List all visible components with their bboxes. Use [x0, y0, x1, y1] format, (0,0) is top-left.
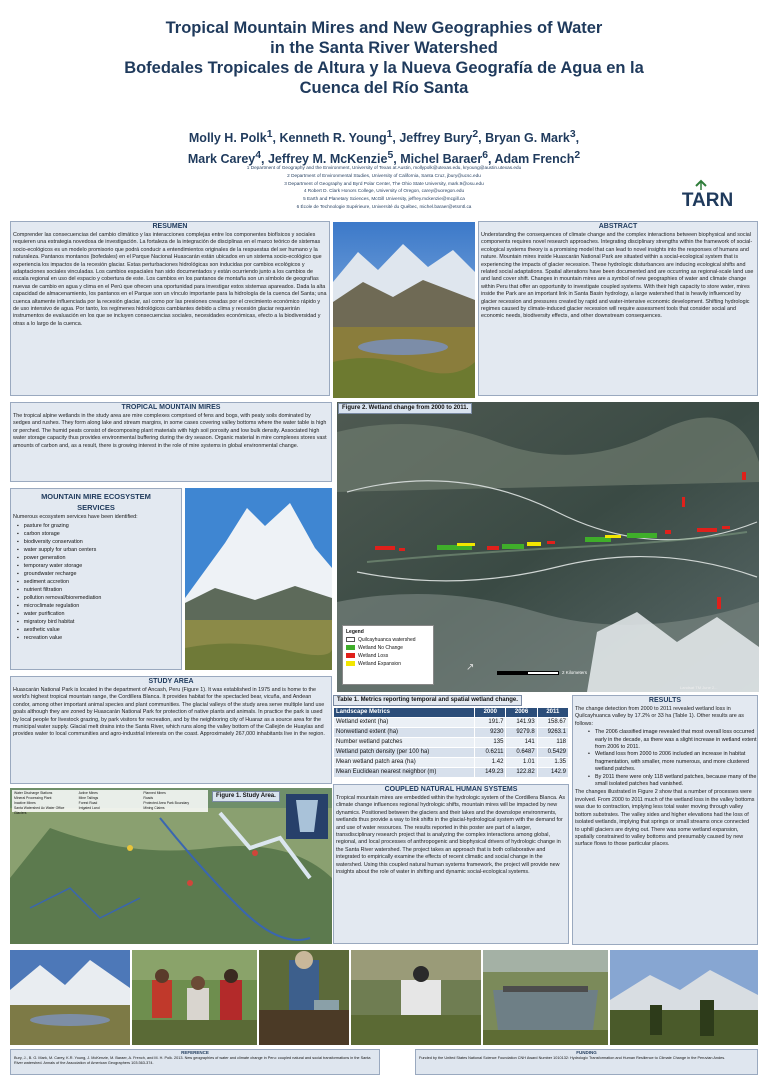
author: Molly H. Polk [188, 131, 267, 146]
resumen-text: Comprender las consecuencias del cambio climático y las interacciones complejas entre los componentes biofísicos y sociales requieren una estrategia novedosa de investigación. La fortaleza de la integración de disciplinas en el marco teórico de sistemas socio-ecológicos es un modelo promisorio que podrá conducir a entendimientos originales de la respuestas del ser humano y la naturaleza. Pantanos montanos (bofedales) en el Parque Nacional Huascarán están ubicados en un sistema socio-ecológico que experiencia los impactos de la recesión glaciar. Estas perturbaciones hidrológicas son inducidas por cambios ecológicos y adaptaciones sociales vinculadas. Los cambios espaciales han sido documentados y están ocurriendo junto a los cambios de escala regional en uso del espacio y cobertura de este. Los cambios en los pantanos de montaña son un símbolo de geografías nuevas de cambio en agua y clima en el Perú que ofrecen una oportunidad para investigar estos sistemas apareados. Dada la alta capacidad de almacenamiento, los pantanos en el Parque son un vínculo importante para la hidrología de la cuenca del Santa; una cuenca altamente influenciada por la recesión glaciar, así como por las presiones creadas por el crecimiento económico rápido y de uso intensivo de agua. Por tanto, los regímenes hidrológicos cambiantes debido a clima y recesión glaciar requerirán instrumentos de evaluación en los que se incluyen consecuencias sociales, necesidades económicas, efecto a la biodiversidad y otras a lo largo de la cuenca. [13, 232, 327, 327]
metric-value: 1.01 [506, 758, 537, 768]
map-legend-item: Inactive Mines [14, 801, 36, 805]
author-sup: 1 [266, 129, 273, 140]
study-area-heading: STUDY AREA [148, 678, 194, 685]
col-header: Landscape Metrics [334, 708, 475, 718]
metric-name: Nonwetland extent (ha) [334, 728, 475, 738]
map-legend-item: Santa Watershed Ac Water Office [14, 806, 65, 810]
title-line-4: Cuenca del Río Santa [299, 79, 469, 97]
affiliation: 2 Department of Environmental Studies, University of California, Santa Cruz, jbury@ucsc.edu [287, 172, 481, 178]
table1-caption: Table 1. Metrics reporting temporal and spatial wetland change. [333, 695, 522, 706]
poster-title [0, 18, 768, 98]
abstract-heading: ABSTRACT [598, 223, 638, 230]
metric-value: 135 [475, 738, 506, 748]
mountain-lake-photo [333, 222, 475, 398]
author-line-2: Mark Carey$^4$, Jeffrey M. McKenzie$^5$, Michel Baraer$^6$, Adam French$^2$ [187, 150, 581, 167]
map-legend-item: Forest Road [78, 801, 98, 805]
map-legend-item: Planned Mines [143, 791, 166, 795]
results-outro: The changes illustrated in Figure 2 show that a number of processes were involved. From 2000 to 2011 much of the wetland loss in the valley bottoms was due to contraction, implying less total water moving through valley bottom substrates. The valley sides and higher elevations had the loss of isolated wetlands, implying that springs or small streams once connected to uphill glaciers are drying out. There was some wetland expansion, spatially constrained to valley bottoms and presumably caused by new surface flows to those particular places. [575, 789, 755, 848]
resumen-panel [10, 221, 330, 396]
title-line-1: Tropical Mountain Mires and New Geographies of Water [165, 19, 603, 37]
metric-name: Wetland patch density (per 100 ha) [334, 748, 475, 758]
table-row [334, 728, 569, 738]
scale-label: 2 Kilometers [562, 670, 588, 675]
metric-value: 118 [537, 738, 568, 748]
resumen-heading: RESUMEN [152, 223, 188, 230]
legend-label: Wetland Expansion [358, 661, 401, 667]
coupled-panel [333, 784, 569, 944]
table-row [334, 768, 569, 778]
service-item: ▪ water purification [17, 610, 181, 618]
fieldwork-photo-5 [483, 950, 608, 1045]
affiliations [150, 164, 618, 211]
map-legend [12, 790, 208, 815]
metric-value: 0.6487 [506, 748, 537, 758]
result-bullet: • By 2011 there were only 118 wetland patches, because many of the small isolated patches had vanished. [595, 774, 757, 789]
tarn-logo [670, 178, 745, 214]
services-intro: Numerous ecosystem services have been identified: [13, 514, 138, 520]
metric-value: 158.67 [537, 718, 568, 728]
coupled-text: Tropical mountain mires are embedded within the hydrologic system of the Cordillera Blanca. As climate change influences regional hydrologic shifts, mountain mires will be impacted by new dynamics. Positioned between the glaciers and their lakes and the downslope environments, wetlands thus provide a way to link shifts in the glacial-hydrological system with the demand for and use of water resources. The results reported in this poster are part of a larger, transdisciplinary research project that is analyzing the complex interactions among global, regional, and local processes of anthropogenic and biophysical drivers of hydrologic change in the Santa River watershed. The project takes an approach that is both collaborative and integrated to empirically examine the effects of recent climatic and social change in the watershed. Using this coupled natural human systems framework, the project will provide new insights about the role of water in shifting and dynamic social-ecological systems. [336, 795, 566, 876]
service-item: ▪ water supply for urban centers [17, 546, 181, 554]
metric-value: 1.42 [475, 758, 506, 768]
result-bullet: • The 2006 classified image revealed that most overall loss occurred early in the decade, as there was a slight increase in wetland extent from 2006 to 2011. [595, 729, 757, 751]
map-legend-item: Protected Area Park Boundary [143, 801, 190, 805]
services-heading-line: MOUNTAIN MIRE ECOSYSTEM [41, 492, 151, 501]
table-row [334, 748, 569, 758]
col-header: 2000 [475, 708, 506, 718]
legend-label: Wetland No Change [358, 645, 403, 651]
metric-name: Mean wetland patch area (ha) [334, 758, 475, 768]
col-header: 2011 [537, 708, 568, 718]
legend-item [346, 652, 430, 660]
author: Bryan G. Mark [485, 131, 570, 146]
services-panel [10, 488, 182, 670]
metric-value: 141.93 [506, 718, 537, 728]
fieldwork-photo-1 [10, 950, 130, 1045]
service-item: ▪ carbon storage [17, 530, 181, 538]
huascaran-photo [185, 488, 332, 670]
metric-value: 0.5429 [537, 748, 568, 758]
results-bullets [573, 729, 757, 788]
legend-label: Wetland Loss [358, 653, 389, 659]
legend-swatch [346, 637, 355, 642]
results-panel [572, 695, 758, 945]
abstract-panel [478, 221, 758, 396]
legend-item [346, 644, 430, 652]
service-item: ▪ pasture for grazing [17, 522, 181, 530]
metric-name: Wetland extent (ha) [334, 718, 475, 728]
metric-value: 149.23 [475, 768, 506, 778]
legend-label: Quilcayhuanca watershed [358, 637, 416, 643]
title-line-3: Bofedales Tropicales de Altura y la Nueva Geografía de Agua en la [124, 59, 644, 77]
legend-swatch [346, 645, 355, 650]
legend-item [346, 660, 430, 668]
author-line-1: Molly H. Polk$^1$, Kenneth R. Young$^1$, Jeffrey Bury$^2$, Bryan G. Mark$^3$, [188, 129, 580, 146]
services-heading [11, 489, 181, 513]
fieldwork-photo-4 [351, 950, 481, 1045]
author-sup: 2 [472, 129, 479, 140]
figure2-legend [342, 625, 434, 685]
affiliation: 6 École de Technologie Supérieure, Université du Québec, michel.baraer@etsmtl.ca [296, 203, 472, 209]
table-row [334, 738, 569, 748]
image-credit: Landsat TM June 2... [680, 685, 718, 690]
fieldwork-photo-3 [259, 950, 349, 1045]
funding-panel [415, 1049, 758, 1075]
title-line-2: in the Santa River Watershed [270, 39, 498, 57]
metric-value: 142.9 [537, 768, 568, 778]
reference-panel [10, 1049, 380, 1075]
reference-heading: REFERENCE [181, 1050, 209, 1055]
service-item: ▪ power generation [17, 554, 181, 562]
table-row [334, 718, 569, 728]
figure1-caption: Figure 1. Study Area. [212, 791, 280, 802]
metric-value: 122.82 [506, 768, 537, 778]
abstract-text: Understanding the consequences of climate change and the complex interactions between biophysical and social components requires novel research approaches. Integrating disciplinary strengths within the framework of social-ecological systems theory is a promising model that can lead to novel insights into the responses of humans and nature. Mountain mires inside Huascarán National Park are situated within a social-ecological system that is experiencing the impacts of glacier recession. These hydrologic disturbances are inducing ecological shifts and related social adaptations. Spatial alterations have been documented and are occurring as regional-scale land use and land cover shift. Changes in mountain mires are a symbol of new geographies of water and climate change within Peru that offer an opportunity to investigate coupled systems. With their high capacity to store water, mires inside the Park are an important link in Santa Basin hydrology, a large watershed that is heavily influenced by glacier recession and pressures created by rapid and water-intensive economic development. Shifting hydrologic regimes caused by climate-induced glacier recession will require assessment tools that consider social and economic needs, biodiversity effects, and other downstream consequences. [481, 232, 754, 320]
affiliation: 5 Earth and Planetary Sciences, McGill University, jeffrey.mckenzie@mcgill.ca [303, 196, 465, 202]
mires-panel [10, 402, 332, 482]
author-sup: 6 [482, 150, 488, 162]
metric-value: 0.6211 [475, 748, 506, 758]
col-header: 2006 [506, 708, 537, 718]
legend-swatch [346, 653, 355, 658]
author: Jeffrey M. McKenzie [267, 152, 388, 167]
author-list [0, 126, 768, 168]
author: Michel Baraer [400, 152, 483, 167]
affiliation: 1 Department of Geography and the Environment, University of Texas at Austin, mollypolk@utexas.edu, kryoung@austin.utexas.edu [246, 165, 522, 170]
legend-swatch [346, 661, 355, 666]
study-area-panel [10, 676, 332, 784]
map-legend-item: Water Discharge Stations [14, 791, 53, 795]
author: Mark Carey [187, 152, 256, 167]
scale-bar [497, 671, 559, 675]
service-item: ▪ biodiversity conservation [17, 538, 181, 546]
metric-name: Number wetland patches [334, 738, 475, 748]
reference-text: Bury, J., B. G. Mark, M. Carey, K.R. Young, J. McKenzie, M. Baraer, A. French, and M. H. Polk. 2013. New geographies of water and climate change in Peru: coupled natural and social transformations in the Santa River watershed. Annals of the Association of American Geographers 103:363-374. [14, 1056, 371, 1065]
map-legend-item: Mining Claims [143, 806, 165, 810]
fieldwork-photo-2 [132, 950, 257, 1045]
metric-value: 1.35 [537, 758, 568, 768]
fieldwork-photo-6 [610, 950, 758, 1045]
results-intro: The change detection from 2000 to 2011 revealed wetland loss in Quilcayhuanca valley by 17.2% or 33 ha (Table 1). Other results are as follows: [575, 706, 744, 727]
service-item: ▪ temporary water storage [17, 562, 181, 570]
metric-value: 141 [506, 738, 537, 748]
table-row [334, 758, 569, 768]
map-legend-item: Mine Tailings [78, 796, 99, 800]
coupled-heading: COUPLED NATURAL HUMAN SYSTEMS [384, 786, 518, 793]
figure2-caption: Figure 2. Wetland change from 2000 to 2011. [338, 403, 472, 414]
service-item: ▪ sediment accretion [17, 578, 181, 586]
results-heading: RESULTS [648, 697, 682, 704]
map-legend-item: Glaciers [14, 811, 27, 815]
affiliation: 3 Department of Geography and Byrd Polar Center, The Ohio State University, mark.9@osu.edu [284, 180, 484, 186]
legend-item [346, 636, 430, 644]
logo-text: TARN [681, 190, 734, 211]
author-sup: 4 [255, 150, 262, 162]
services-list [11, 522, 181, 642]
author-sup: 5 [387, 150, 394, 162]
author-sup: 1 [386, 129, 393, 140]
mires-text: The tropical alpine wetlands in the study area are mire complexes comprised of fens and bogs, with peaty soils dominated by sedges and rushes. They form along lake and stream margins, in some cases covering valley bottoms where the water table is high or perched. The humid peats consist of decomposing plant materials with high soil porosity and low bulk density. Associated high water storage capacity thus provides environmental buffering during the dry season. Organic material in mire complexes stores vast amounts of carbon and, as a result, there is growing interest in the role of mire systems in global environmental change. [13, 413, 327, 449]
service-item: ▪ migratory bird habitat [17, 618, 181, 626]
author: Jeffrey Bury [399, 131, 473, 146]
metrics-table [333, 707, 569, 778]
map-legend-item: Active Mines [78, 791, 98, 795]
affiliation: 4 Robert D. Clark Honors College, University of Oregon, carey@uoregon.edu [303, 188, 465, 194]
service-item: ▪ recreation value [17, 634, 181, 642]
metric-value: 191.7 [475, 718, 506, 728]
service-item: ▪ pollution removal/bioremediation [17, 594, 181, 602]
result-bullet: • Wetland loss from 2000 to 2006 included an increase in habitat fragmentation, with smaller, more numerous, and more clustered wetland patches. [595, 751, 757, 773]
study-area-text: Huascarán National Park is located in the department of Ancash, Peru (Figure 1). It was established in 1975 and is home to the world's highest tropical mountain range, the Cordillera Blanca. It provides habitat for the spectacled bear, vicuña, and Andean condor, among other important animal species and plant communities. The glacial valleys of the study area serve multiple land use goals although they are zoned by Huascarán National Park for protection of native plants and animals. In practice the park is used by local people for livestock grazing, by park visitors for recreation, and by the neighboring city of Huaraz as a source area for the municipal water supply. Glacial melt drains into the Santa River, which runs along the valley bottom of the Callejón de Huaylas and provides water to local communities and agro-industrial interests on the coast. Approximately 267,000 inhabitants live in the region. [13, 687, 325, 738]
metric-value: 9263.1 [537, 728, 568, 738]
map-legend-item: Irrigated Land [78, 806, 100, 810]
author-sup: 3 [569, 129, 576, 140]
service-item: ▪ aesthetic value [17, 626, 181, 634]
author: Kenneth R. Young [279, 131, 387, 146]
metric-name: Mean Euclidean nearest neighbor (m) [334, 768, 475, 778]
mires-heading: TROPICAL MOUNTAIN MIRES [121, 404, 221, 411]
author-sup: 2 [574, 150, 581, 162]
map-legend-item: Mineral Processing Plant [14, 796, 52, 800]
author: Adam French [494, 152, 575, 167]
service-item: ▪ nutrient filtration [17, 586, 181, 594]
metric-value: 9279.8 [506, 728, 537, 738]
service-item: ▪ microclimate regulation [17, 602, 181, 610]
metric-value: 9230 [475, 728, 506, 738]
map-legend-item: Roads [143, 796, 154, 800]
funding-text: Funded by the United States National Science Foundation CNH Award Number 1010132: Hydrologic Transformation and Human Resilience to Climate Change in the Peruvian Andes. [419, 1056, 726, 1060]
funding-heading: FUNDING [576, 1050, 597, 1055]
service-item: ▪ groundwater recharge [17, 570, 181, 578]
legend-title: Legend [346, 629, 364, 635]
north-arrow: ↗ [466, 662, 475, 673]
services-heading-line: SERVICES [77, 503, 115, 512]
